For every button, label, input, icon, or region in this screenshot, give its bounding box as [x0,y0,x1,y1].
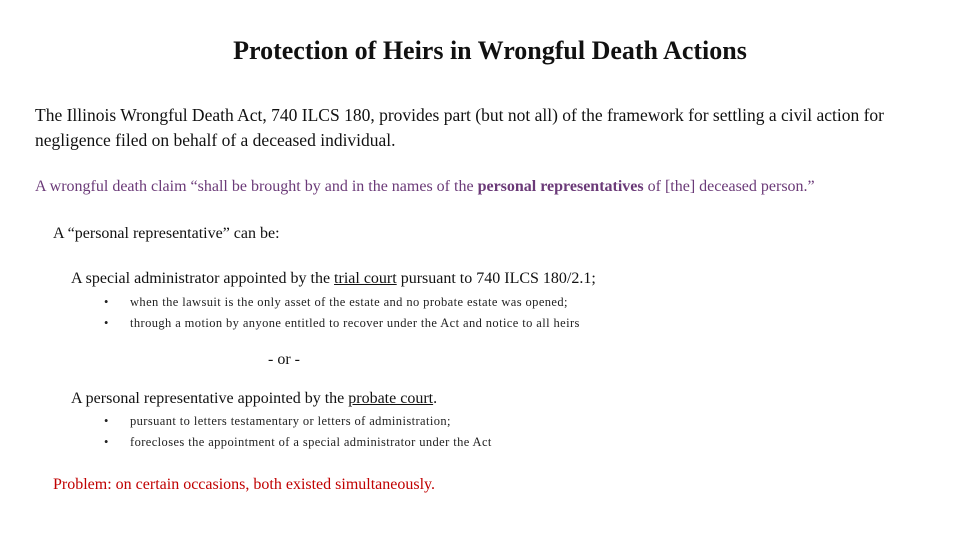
option1-text-after: pursuant to 740 ILCS 180/2.1; [396,270,596,287]
wrongful-death-claim-quote [35,178,935,196]
bullet-icon: • [104,414,109,428]
claim-text-before: A wrongful death claim “shall be brought by and in the names of the [35,178,478,195]
bullet-text: pursuant to letters testamentary or letters of administration; [130,414,451,428]
list-item [104,432,492,453]
probate-representative-bullets [104,411,492,453]
intro-paragraph: The Illinois Wrongful Death Act, 740 ILCS 180, provides part (but not all) of the framework for settling a civil action for negligence filed on behalf of a deceased individual. [35,105,884,150]
probate-representative-option [71,390,437,408]
bullet-icon: • [104,435,109,449]
or-separator: - or - [268,351,300,368]
personal-representative-heading: A “personal representative” can be: [53,225,280,242]
bullet-text: forecloses the appointment of a special administrator under the Act [130,435,492,449]
bullet-icon: • [104,295,109,309]
bullet-icon: • [104,316,109,330]
slide-title: Protection of Heirs in Wrongful Death Actions [233,36,747,65]
special-administrator-option [71,270,596,288]
option2-text-before: A personal representative appointed by the [71,390,349,407]
bullet-text: through a motion by anyone entitled to recover under the Act and notice to all heirs [130,316,580,330]
bullet-text: when the lawsuit is the only asset of the estate and no probate estate was opened; [130,295,568,309]
claim-text-after: of [the] deceased person.” [643,178,815,195]
list-item [104,313,580,334]
list-item [104,411,492,432]
list-item [104,292,580,313]
trial-court-underlined: trial court [334,270,397,287]
special-administrator-bullets [104,292,580,334]
claim-emphasis: personal representatives [477,178,644,195]
problem-statement: Problem: on certain occasions, both existed simultaneously. [53,476,435,493]
option2-text-after: . [433,390,438,407]
option1-text-before: A special administrator appointed by the [71,270,335,287]
probate-court-underlined: probate court [348,390,434,407]
